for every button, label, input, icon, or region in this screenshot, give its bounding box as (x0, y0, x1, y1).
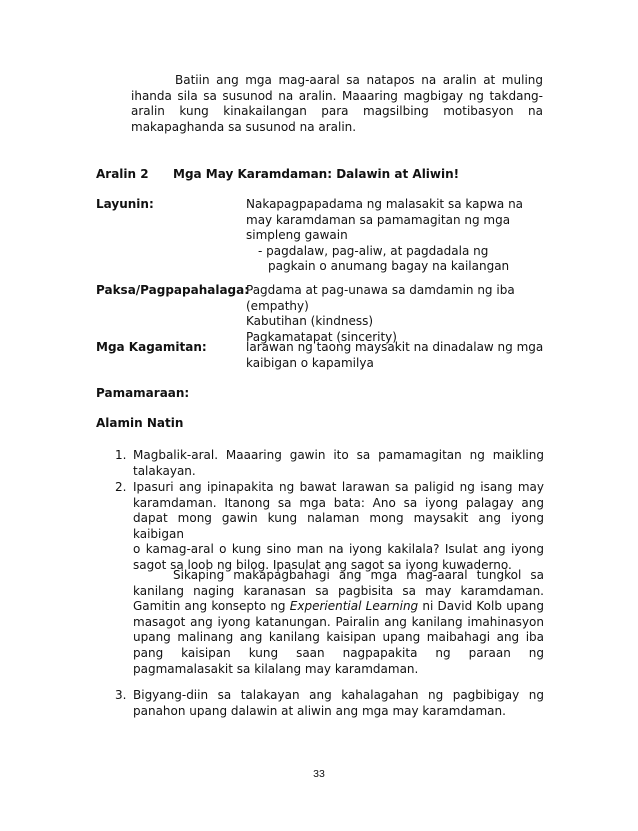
procedure-heading: Pamamaraan: (96, 386, 190, 400)
topic-line: Kabutihan (kindness) (246, 314, 374, 329)
intro-line: Batiin ang mga mag-aaral sa natapos na aralin at muling (175, 73, 543, 87)
list-line: talakayan. (133, 463, 196, 478)
objective-line: Nakapagpapadama ng malasakit sa kapwa na (246, 197, 524, 211)
materials-label: Mga Kagamitan: (96, 340, 207, 354)
intro-line: makapaghanda sa susunod na aralin. (131, 119, 357, 134)
paragraph-line: masagot ang iyong katanungan. Pairalin ang kanilang imahinasyon (133, 614, 544, 629)
list-number: 1. (115, 448, 127, 462)
materials-line: kaibigan o kapamilya (246, 355, 374, 370)
list-line: panahon upang dalawin at aliwin ang mga may karamdaman. (133, 703, 506, 718)
intro-paragraph (131, 73, 543, 135)
list-line: karamdaman. Itanong sa mga bata: Ano sa iyong palagay ang (133, 495, 544, 510)
section-heading: Alamin Natin (96, 416, 184, 430)
objective-line: simpleng gawain (246, 228, 348, 243)
paragraph-line: kanilang naging karanasan sa pagbisita sa may karamdaman. (133, 583, 544, 598)
objective-label: Layunin: (96, 197, 154, 211)
list-item (115, 448, 544, 479)
list-number: 3. (115, 688, 127, 702)
paragraph-text: ni David Kolb upang (418, 599, 544, 614)
list-line: Bigyang-diin sa talakayan ang kahalagahan ng pagbibigay ng (133, 688, 544, 702)
list-line: Ipasuri ang ipinapakita ng bawat larawan sa paligid ng isang may (133, 480, 544, 494)
objective-line: may karamdaman sa pamamagitan ng mga (246, 212, 511, 227)
materials-line: larawan ng taong maysakit na dinadalaw ng mga (246, 340, 544, 354)
list-line: dapat mong gawin kung nalaman mong maysakit ang iyong kaibigan (133, 511, 544, 541)
paragraph-line: upang malinang ang kanilang kaisipan upang maibahagi ang iba (133, 630, 544, 645)
objective-text (246, 197, 546, 275)
list-line: sagot sa loob ng bilog. Ipasulat ang sagot sa iyong kuwaderno. (133, 557, 512, 572)
materials-text (246, 340, 546, 371)
topic-line: (empathy) (246, 298, 309, 313)
emphasized-term: Experiential Learning (289, 599, 419, 614)
topic-text (246, 283, 546, 345)
list-item-paragraph (133, 568, 544, 677)
intro-line: aralin kung kinakailangan para magsilbing motibasyon na (131, 104, 543, 119)
lesson-label: Aralin 2 (96, 167, 149, 181)
list-line: o kamag-aral o kung sino man na iyong kakilala? Isulat ang iyong (133, 542, 544, 557)
objective-bullet-line: pagkain o anumang bagay na kailangan (268, 259, 510, 274)
topic-line: Pagkamatapat (sincerity) (246, 329, 397, 344)
list-item (115, 480, 544, 574)
paragraph-line: pagmamalasakit sa kilalang may karamdaman. (133, 661, 419, 676)
paragraph-line: Sikaping makapagbahagi ang mga mag-aaral tungkol sa (173, 568, 544, 582)
list-line: Magbalik-aral. Maaaring gawin ito sa pamamagitan ng maikling (133, 448, 544, 462)
objective-bullet-line: - pagdalaw, pag-aliw, at pagdadala ng (258, 243, 489, 258)
paragraph-line: pang kaisipan kung saan nagpapakita ng paraan ng (133, 645, 544, 660)
list-item (115, 688, 544, 719)
topic-label: Paksa/Pagpapahalaga: (96, 283, 250, 297)
intro-line: ihanda sila sa susunod na aralin. Maaaring magbigay ng takdang- (131, 88, 543, 103)
paragraph-line (133, 599, 544, 615)
list-number: 2. (115, 480, 127, 494)
topic-line: Pagdama at pag-unawa sa damdamin ng iba (246, 283, 515, 297)
paragraph-text: Gamitin ang konsepto ng (133, 599, 290, 614)
page-number: 33 (313, 768, 325, 780)
lesson-title: Mga May Karamdaman: Dalawin at Aliwin! (173, 167, 460, 181)
